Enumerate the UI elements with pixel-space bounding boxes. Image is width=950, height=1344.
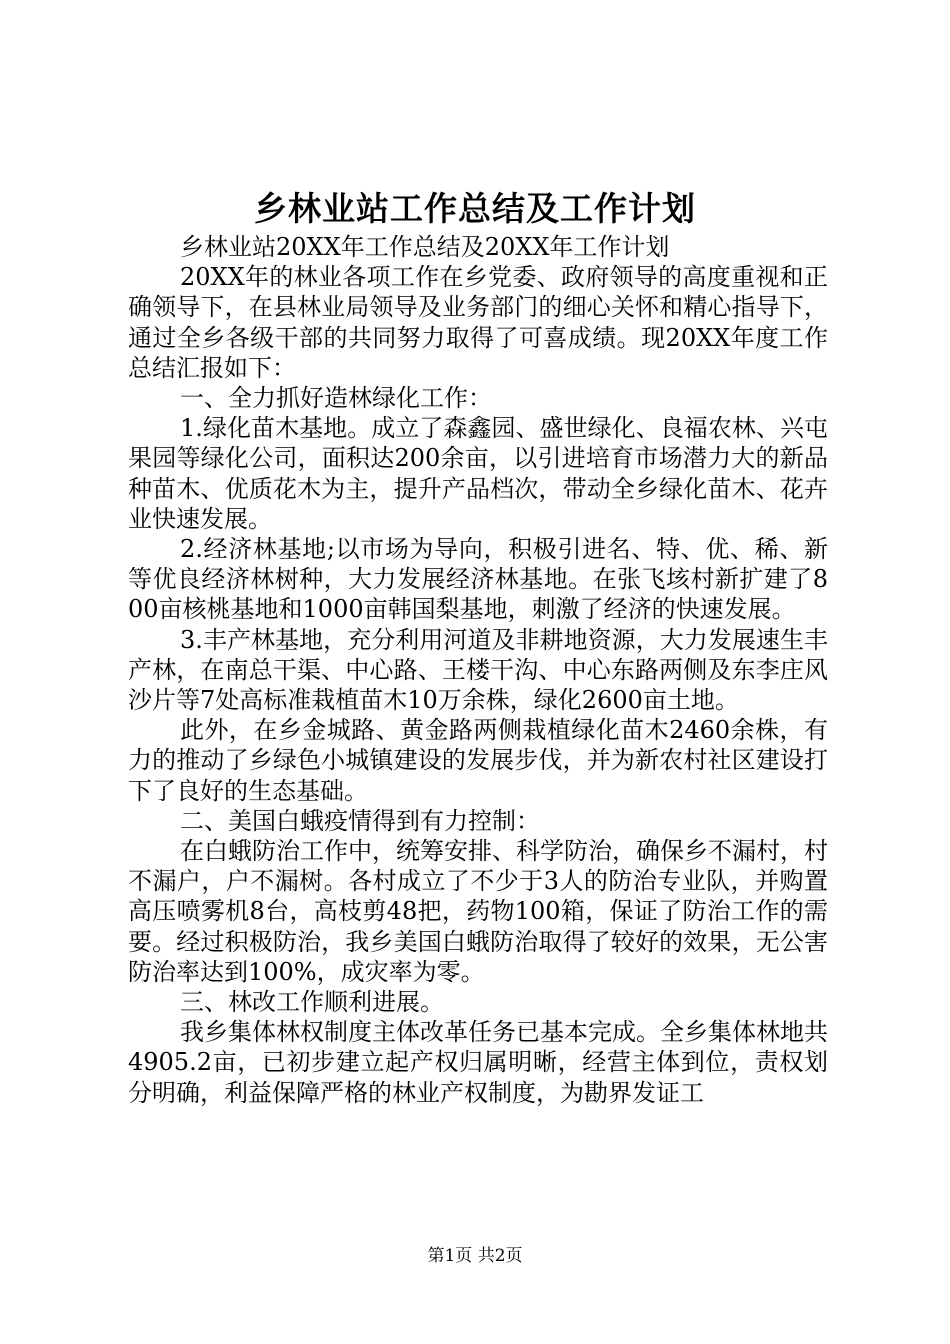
paragraph-high-yield-forest: 3.丰产林基地，充分利用河道及非耕地资源，大力发展速生丰产林，在南总干渠、中心路、王楼干沟、中心东路两侧及东李庄风沙片等7处高标准栽植苗木10万余株，绿化2600亩土地。: [128, 625, 828, 715]
paragraph-additional: 此外，在乡金城路、黄金路两侧栽植绿化苗木2460余株，有力的推动了乡绿色小城镇建设的发展步伐，并为新农村社区建设打下了良好的生态基础。: [128, 716, 828, 805]
section-heading-2: 二、美国白蛾疫情得到有力控制：: [180, 806, 540, 835]
document-title: 乡林业站工作总结及工作计划: [254, 189, 696, 228]
intro-paragraph: 20XX年的林业各项工作在乡党委、政府领导的高度重视和正确领导下，在县林业局领导及业务部门的细心关怀和精心指导下，通过全乡各级干部的共同努力取得了可喜成绩。现20XX年度工作总结汇报如下：: [128, 263, 828, 382]
subtitle-paragraph: 乡林业站20XX年工作总结及20XX年工作计划: [180, 233, 670, 261]
document-body: [128, 232, 828, 1108]
paragraph-economic-forest: 2.经济林基地;以市场为导向，积极引进名、特、优、稀、新等优良经济林树种，大力发展经济林基地。在张飞垓村新扩建了800亩核桃基地和1000亩韩国梨基地，刺激了经济的快速发展。: [128, 535, 828, 624]
paragraph-forest-reform: 我乡集体林权制度主体改革任务已基本完成。全乡集体林地共4905.2亩，已初步建立起产权归属明晰，经营主体到位，责权划分明确，利益保障严格的林业产权制度，为勘界发证工: [128, 1018, 828, 1107]
page-footer: 第1页 共2页: [427, 1246, 523, 1266]
paragraph-nursery-base: 1.绿化苗木基地。成立了森鑫园、盛世绿化、良福农林、兴屯果园等绿化公司，面积达200余亩，以引进培育市场潜力大的新品种苗木、优质花木为主，提升产品档次，带动全乡绿化苗木、花卉业快速发展。: [128, 414, 828, 533]
paragraph-moth-control: 在白蛾防治工作中，统筹安排、科学防治，确保乡不漏村，村不漏户，户不漏树。各村成立了不少于3人的防治专业队，并购置高压喷雾机8台，高枝剪48把，药物100箱，保证了防治工作的需要。经过积极防治，我乡美国白蛾防治取得了较好的效果，无公害防治率达到100%，成灾率为零。: [128, 837, 828, 986]
section-heading-3: 三、林改工作顺利进展。: [180, 988, 444, 1017]
section-heading-1: 一、全力抓好造林绿化工作：: [180, 384, 492, 413]
